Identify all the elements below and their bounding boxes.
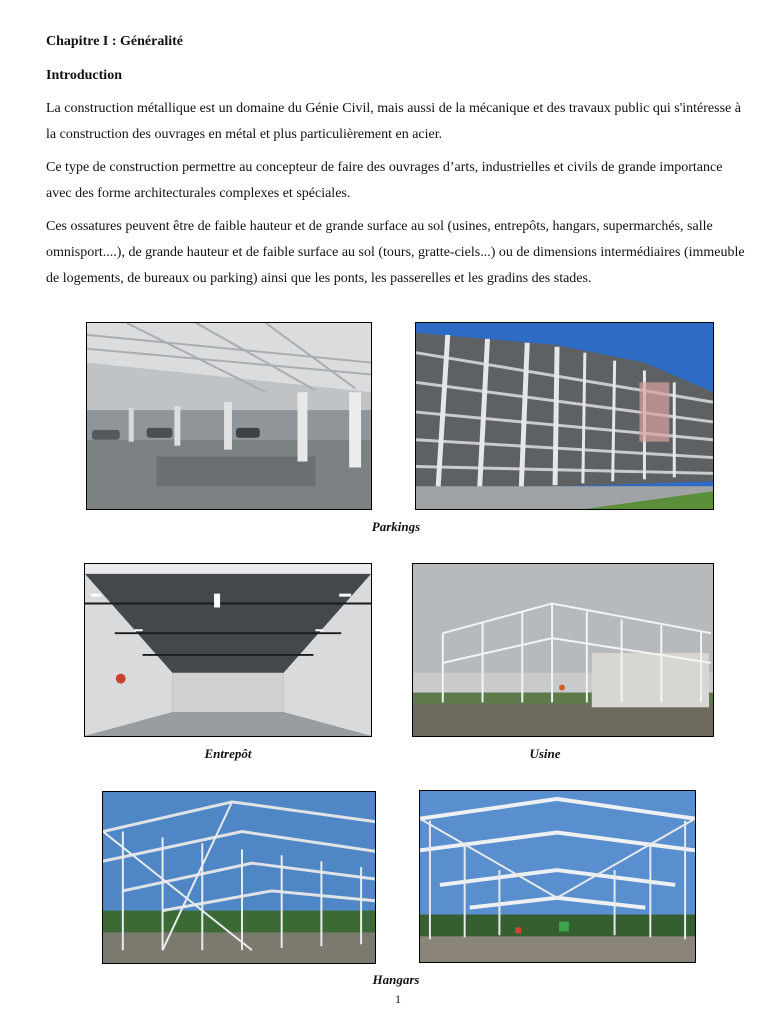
parking-interior-photo xyxy=(86,322,372,510)
caption-entrepot: Entrepôt xyxy=(204,746,252,761)
factory-frame-photo xyxy=(412,563,714,737)
section-title: Introduction xyxy=(46,68,122,83)
caption-usine: Usine xyxy=(529,746,561,761)
paragraph-3: Ces ossatures peuvent être de faible hauteur et de grande surface au sol (usines, entrepôts, hangars, supermarchés, salle omnisport....), de grande hauteur et de faible surface au sol (tours, gratte-ciels...) ou de dimensions intermédiaires (immeuble de logements, de bureaux ou parking) ainsi que les ponts, les passerelles et les gradins des stades. xyxy=(46,219,745,286)
paragraph-1: La construction métallique est un domaine du Génie Civil, mais aussi de la mécanique et des travaux public qui s'intéresse à la construction des ouvrages en métal et plus particulièrement en acier. xyxy=(46,101,741,142)
parking-exterior-photo xyxy=(415,322,714,510)
warehouse-interior-photo xyxy=(84,563,372,737)
chapter-title: Chapitre I : Généralité xyxy=(46,34,183,49)
paragraph-2: Ce type de construction permettre au concepteur de faire des ouvrages d’arts, industrielles et civils de grande importance avec des forme architecturales complexes et spéciales. xyxy=(46,160,723,201)
hangar-frame-photo-right xyxy=(419,790,696,963)
page-number: 1 xyxy=(395,992,401,1006)
hangar-frame-photo-left xyxy=(102,791,376,964)
caption-parkings: Parkings xyxy=(371,519,421,534)
caption-hangars: Hangars xyxy=(372,972,420,987)
